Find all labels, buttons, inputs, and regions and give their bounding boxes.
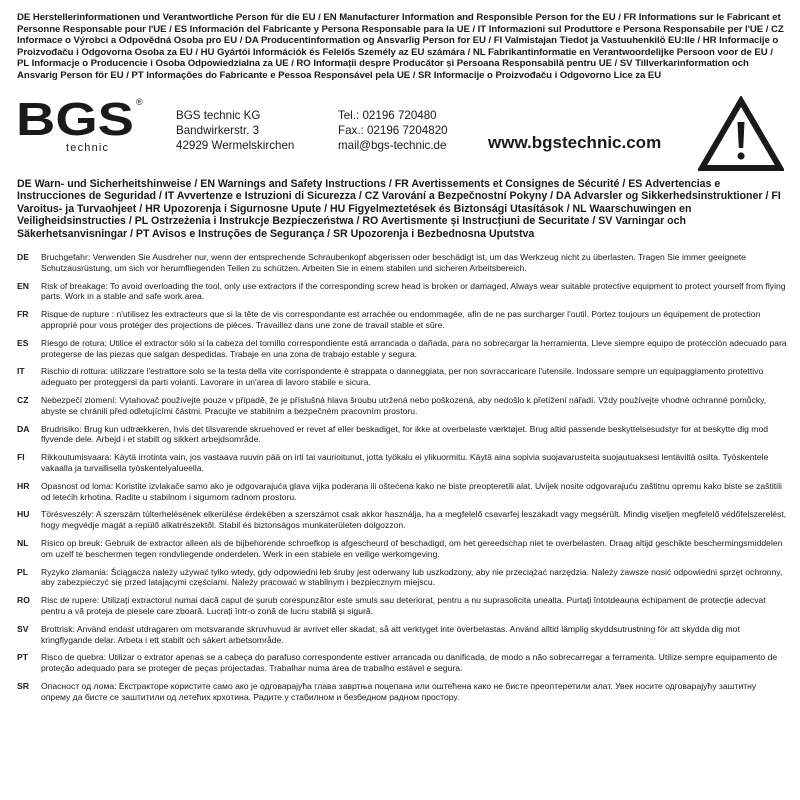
company-contact <box>338 108 448 153</box>
entry-text: Brudrisiko: Brug kun udtrækkeren, hvis det tilsvarende skruehoved er revet af eller beskadiget, for ikke at overbelaste værktøjet. Brug altid passende beskyttelsesudstyr for at beskytte dig mod flyvende dele. Arbejd i et stabilt og sikkert arbejdsområde. <box>41 423 769 445</box>
logo-registered-mark: ® <box>136 97 143 107</box>
safety-entry <box>17 338 787 360</box>
entry-language-code: FR <box>17 309 29 320</box>
entry-text: Rischio di rottura: utilizzare l'estrattore solo se la testa della vite corrispondente è strappata o danneggiata, per non sovraccaricare l'utensile. Indossare sempre un equipaggiamento protettivo adeguato per proteggersi da parti volanti. Lavorare in un'area di lavoro stabile e sicura. <box>41 366 764 388</box>
entry-language-code: ES <box>17 337 29 348</box>
warning-triangle-icon <box>698 96 784 172</box>
safety-entry <box>17 481 787 503</box>
company-city: 42929 Wermelskirchen <box>176 139 295 152</box>
entry-language-code: DE <box>17 252 29 262</box>
entry-text: Risico op breuk: Gebruik de extractor alleen als de bijbehorende schroefkop is afgescheurd of beschadigd, om het gereedschap niet te overbelasten. Draag altijd geschikte beschermingsmiddelen om uzelf te beschermen tegen rondvliegende onderdelen. Werk in een stabiele en veilige werkomgeving. <box>41 537 783 559</box>
entry-language-code: HR <box>17 480 30 491</box>
entry-language-code: DA <box>17 423 30 434</box>
safety-entry <box>17 309 787 331</box>
safety-entry <box>17 538 787 560</box>
entry-language-code: CZ <box>17 394 29 405</box>
entry-language-code: FI <box>17 452 25 463</box>
entry-text: Risco de quebra: Utilizar o extrator apenas se a cabeça do parafuso correspondente estiver arrancada ou danificada, de modo a não sobrecarregar a ferramenta. Utilize sempre equipamento de proteção adequado para se proteger de peças projectadas. Trabalhar numa área de trabalho estável e segura. <box>41 652 778 674</box>
entry-text: Risc de rupere: Utilizați extractorul numai dacă capul de șurub corespunzător este smuls sau deteriorat, pentru a nu suprasolicita unealta. Purtați întotdeauna echipament de protecție adecvat pentru a vă proteja de piesele care zboară. Lucrați într-o zonă de lucru stabilă și sigură. <box>41 595 766 616</box>
contact-mail[interactable]: mail@bgs-technic.de <box>338 139 447 152</box>
safety-entry <box>17 652 787 674</box>
safety-entry <box>17 681 787 703</box>
entry-text: Bruchgefahr: Verwenden Sie Ausdreher nur, wenn der entsprechende Schraubenkopf abgerissen oder beschädigt ist, um das Werkzeug nicht zu überlasten. Tragen Sie immer geeignete Schutzausrüstung, um sich vor herumfliegenden Teilen zu schützen. Arbeiten Sie in einem stabilen und sicheren Arbeitsbereich. <box>41 252 746 273</box>
logo-sub-text: technic <box>66 142 110 154</box>
entry-language-code: PL <box>17 566 28 577</box>
safety-entry <box>17 252 787 274</box>
entry-text: Risque de rupture : n'utilisez les extracteurs que si la tête de vis correspondante est arrachée ou endommagée, afin de ne pas surcharger l'outil. Portez toujours un équipement de protection approprié pour vous protéger des projections de pièces. Travaillez dans une zone de travail stable et sûre. <box>41 309 761 330</box>
safety-entry <box>17 624 787 646</box>
entry-text: Riesgo de rotura: Utilice el extractor sólo si la cabeza del tornillo correspondiente está arrancada o dañada, para no sobrecargar la herramienta. Lleve siempre equipo de protección adecuado para protegerse de las piezas que salgan despedidas. Trabaje en una zona de trabajo estable y segura. <box>41 337 787 359</box>
company-street: Bandwirkerstr. 3 <box>176 124 260 137</box>
safety-entry <box>17 595 787 617</box>
contact-tel: Tel.: 02196 720480 <box>338 109 437 122</box>
entry-language-code: EN <box>17 280 29 291</box>
entry-text: Brottrisk: Använd endast utdragaren om motsvarande skruvhuvud är avrivet eller skadat, så att verktyget inte överbelastas. Använd alltid lämplig skyddsutrustning för att skydda dig mot kringflygande delar. Arbeta i ett stabilt och säkert arbetsområde. <box>41 623 740 645</box>
entry-language-code: IT <box>17 366 25 377</box>
entry-text: Опасност од лома: Екстракторе користите само ако је одговарајућа глава завртња поцепана или оштећена како не бисте преоптеретили алат. Увек носите одговарајућу заштитну опрему да бисте се заштитили од летећих крхотина. Радите у стабилном и безбедном радном простору. <box>41 680 757 702</box>
entry-text: Risk of breakage: To avoid overloading the tool, only use extractors if the corresponding screw head is broken or damaged. Always wear suitable protective equipment to protect yourself from flying parts. Work in a stable and safe work area. <box>41 280 786 302</box>
manufacturer-info-heading: DE Herstellerinformationen und Verantwortliche Person für die EU / EN Manufacturer Information and Responsible Person for the EU / FR Informations sur le Fabricant et Personne Responsable pour l'UE / ES Información del Fabricante y Persona Responsable para la UE / IT Informazioni sul Produttore e Persona Responsabile per l'UE / CZ Informace o Výrobci a Odpovědná Osoba pro EU / DA Producentinformation og Ansvarlig Person for EU / FI Valmistajan Tiedot ja Vastuuhenkilö EU:lle / HR Informacije o Proizvođaču i Odgovorna Osoba za EU / HU Gyártói Információk és Felelős Személy az EU számára / NL Fabrikantinformatie en Verantwoordelijke Persoon voor de EU / PL Informacje o Producencie i Osoba Odpowiedzialna za UE / RO Informații despre Producător și Persoana Responsabilă pentru UE / SV Tillverkarinformation och Ansvarig Person för EU / PT Informações do Fabricante e Pessoa Responsável pela UE / SR Informacije o Proizvođaču i Odgovorno Lice za EU <box>17 12 784 81</box>
entry-language-code: HU <box>17 509 30 520</box>
entry-language-code: SV <box>17 623 29 634</box>
safety-entry <box>17 424 787 446</box>
safety-entry <box>17 567 787 589</box>
bgs-technic-logo <box>16 95 146 155</box>
entry-language-code: SR <box>17 680 29 691</box>
contact-fax: Fax.: 02196 7204820 <box>338 124 448 137</box>
entry-language-code: RO <box>17 595 30 606</box>
safety-entry <box>17 509 787 531</box>
entry-language-code: PT <box>17 652 28 663</box>
safety-entry <box>17 281 787 303</box>
entry-text: Ryzyko złamania: Ściągacza należy używać tylko wtedy, gdy odpowiedni łeb śruby jest oderwany lub uszkodzony, aby nie przeciążać narzędzia. Należy zawsze nosić odpowiedni sprzęt ochronny, aby zabezpieczyć się przed latającymi częściami. Należy pracować w stabilnym i bezpiecznym miejscu. <box>41 566 783 588</box>
safety-entry <box>17 395 787 417</box>
logo-main-text: BGS <box>16 95 134 145</box>
entry-language-code: NL <box>17 537 29 548</box>
company-name: BGS technic KG <box>176 109 261 122</box>
website-link[interactable]: www.bgstechnic.com <box>488 133 662 152</box>
safety-entries-list <box>17 252 787 710</box>
warnings-heading: DE Warn- und Sicherheitshinweise / EN Warnings and Safety Instructions / FR Avertissements et Consignes de Sécurité / ES Advertencias e Instrucciones de Seguridad / IT Avvertenze e Istruzioni di Sicurezza / CZ Varování a Bezpečnostní Pokyny / DA Advarsler og Sikkerhedsinstruktioner / FI Varoitus- ja Turvaohjeet / HR Upozorenja i Sigurnosne Upute / HU Figyelmeztetések és Biztonsági Utasítások / NL Waarschuwingen en Veiligheidsinstructies / PL Ostrzeżenia i Instrukcje Bezpieczeństwa / RO Avertismente și Instrucțiuni de Securitate / SV Varningar och Säkerhetsanvisningar / PT Avisos e Instruções de Segurança / SR Upozorenja i Bezbednosna Uputstva <box>17 178 781 240</box>
safety-entry <box>17 452 787 474</box>
entry-text: Nebezpečí zlomení: Vytahovač používejte pouze v případě, že je příslušná hlava šroubu utržená nebo poškozená, aby nedošlo k přetížení nářadí. Vždy používejte vhodné ochranné pomůcky, abyste se chránili před odletujícími částmi. Pracujte ve stabilním a bezpečném pracovním prostoru. <box>41 394 767 416</box>
company-address <box>176 108 294 153</box>
entry-text: Törésveszély: A szerszám túlterhelésének elkerülése érdekében a szerszámot csak akkor használja, ha a megfelelő csavarfej leszakadt vagy megsérült. Mindig viseljen megfelelő védőfelszerelést, hogy megvédje magát a repülő alkatrészektől. Stabil és biztonságos munkaterületen dolgozzon. <box>41 509 787 531</box>
safety-entry <box>17 366 787 388</box>
entry-text: Rikkoutumisvaara: Käytä irrotinta vain, jos vastaava ruuvin pää on irti tai vaurioitunut, jotta työkalu ei ylikuormitu. Käytä aina sopivia suojavarusteita suojautuaksesi lentäviltä osilta. Työskentele vakaalla ja turvallisella työskentelyalueella. <box>41 452 769 473</box>
entry-text: Opasnost od loma: Koristite izvlakače samo ako je odgovarajuća glava vijka poderana ili oštećena kako ne biste preopteretili alat. Uvijek nosite odgovarajuću zaštitnu opremu kako biste se zaštitili od letećih krhotina. Radite u stabilnom i sigurnom radnom prostoru. <box>41 480 782 502</box>
